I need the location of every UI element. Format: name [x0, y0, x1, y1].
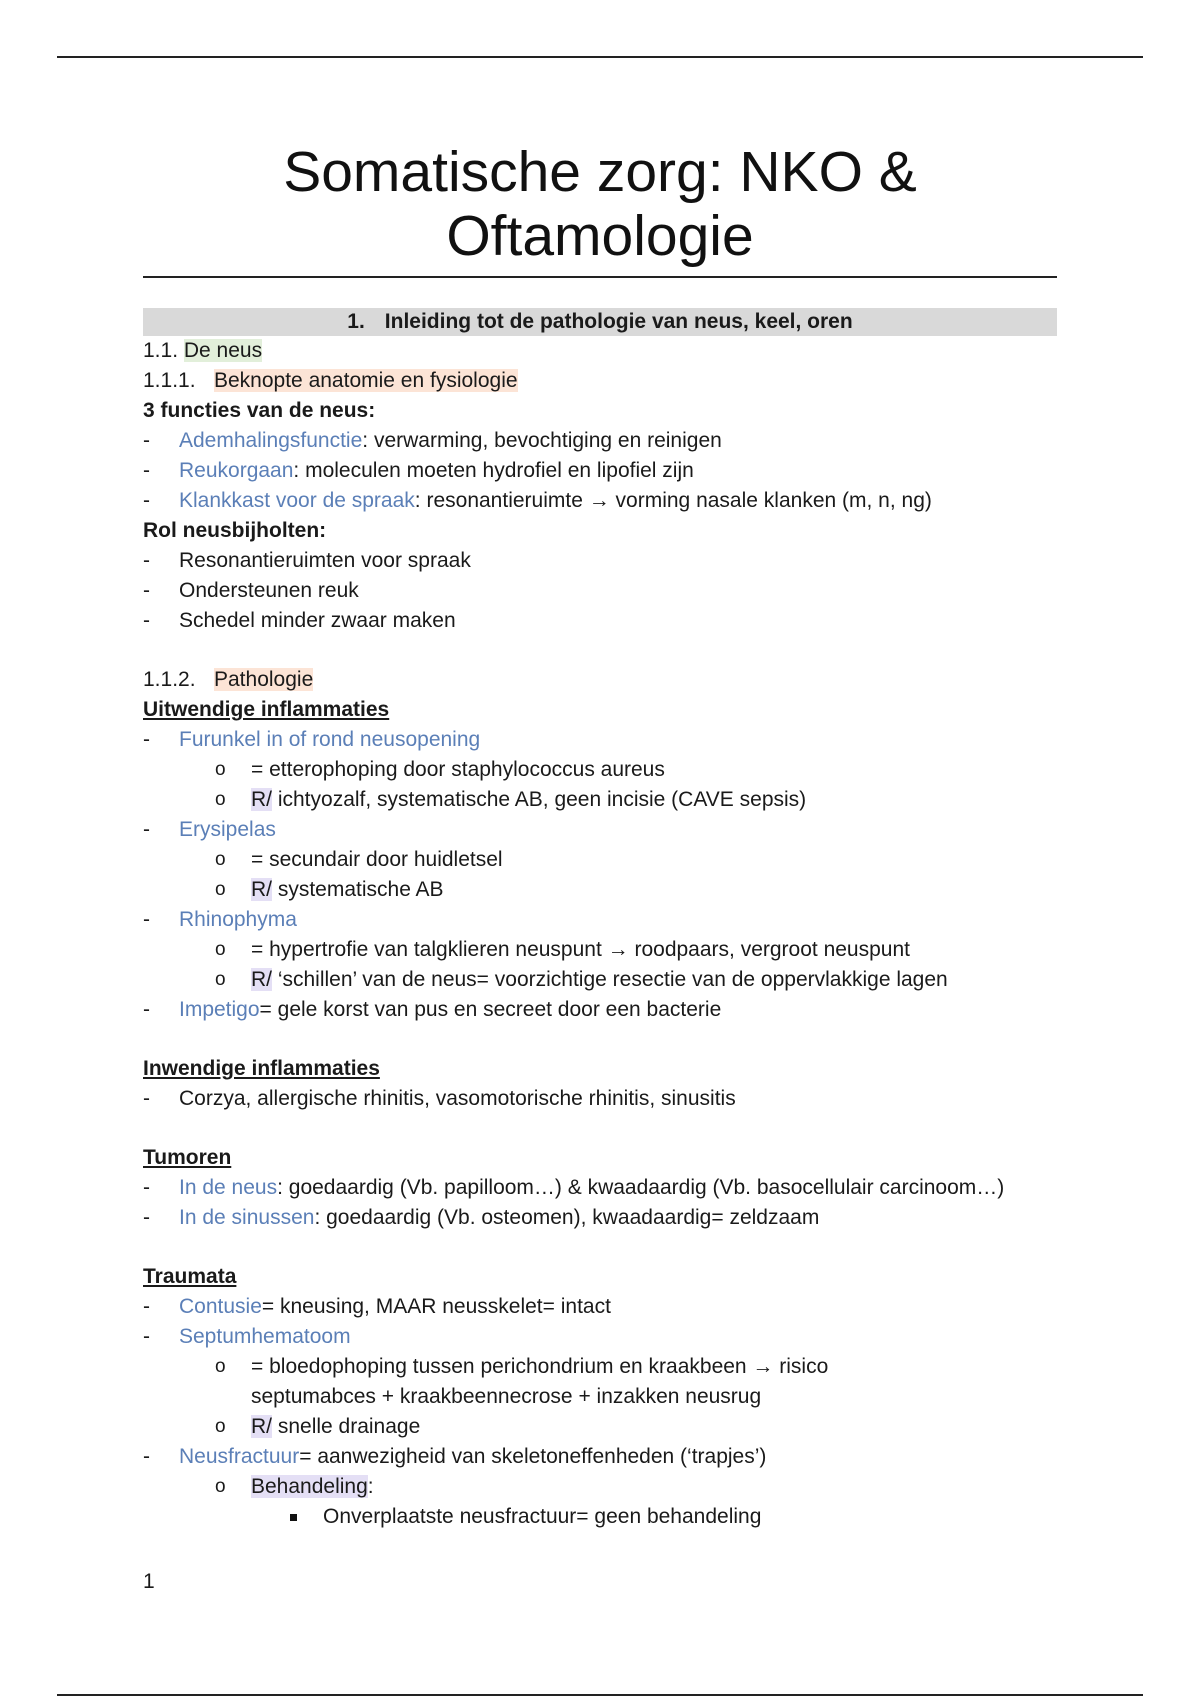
document-title: Somatische zorg: NKO & Oftamologie	[283, 140, 917, 268]
list-item: - Contusie= kneusing, MAAR neusskelet= intact	[143, 1295, 611, 1318]
list-item: - In de sinussen: goedaardig (Vb. osteomen), kwaadaardig= zeldzaam	[143, 1206, 820, 1229]
list-item: - Ondersteunen reuk	[143, 579, 359, 602]
sub-list-item: o R/ systematische AB	[215, 878, 444, 901]
list-item: - In de neus: goedaardig (Vb. papilloom…) & kwaadaardig (Vb. basocellulair carcinoom…)	[143, 1176, 1005, 1199]
sub-list-item: o R/ ‘schillen’ van de neus= voorzichtige resectie van de oppervlakkige lagen	[215, 968, 948, 991]
header-rule	[57, 56, 1143, 58]
list-item: - Erysipelas	[143, 818, 276, 841]
sub-list-item: o = secundair door huidletsel	[215, 848, 503, 871]
functies-heading: 3 functies van de neus:	[143, 399, 376, 422]
sub-list-item: o Behandeling:	[215, 1475, 374, 1498]
document-body	[143, 308, 1057, 1532]
list-item: - Rhinophyma	[143, 908, 297, 931]
rol-heading: Rol neusbijholten:	[143, 519, 327, 542]
list-item: - Reukorgaan: moleculen moeten hydrofiel en lipofiel zijn	[143, 459, 694, 482]
heading-1-1: 1.1. De neus	[143, 339, 263, 362]
section-heading-1: 1. Inleiding tot de pathologie van neus, keel, oren	[143, 308, 1057, 336]
traumata-heading: Traumata	[143, 1265, 237, 1288]
sub-list-item: o = etterophoping door staphylococcus aureus	[215, 758, 665, 781]
list-item: - Ademhalingsfunctie: verwarming, bevochtiging en reinigen	[143, 429, 722, 452]
page-number: 1	[143, 1570, 155, 1593]
sub-list-item: o R/ ichtyozalf, systematische AB, geen incisie (CAVE sepsis)	[215, 788, 807, 811]
list-item: - Neusfractuur= aanwezigheid van skeletoneffenheden (‘trapjes’)	[143, 1445, 767, 1468]
inwendig-heading: Inwendige inflammaties	[143, 1057, 380, 1080]
tumoren-heading: Tumoren	[143, 1146, 232, 1169]
sub-list-item: o = bloedophoping tussen perichondrium en kraakbeen → risico septumabces + kraakbeennecrose + inzakken neusrug	[215, 1355, 829, 1408]
heading-1-1-1: 1.1.1. Beknopte anatomie en fysiologie	[143, 369, 518, 392]
list-item: - Furunkel in of rond neusopening	[143, 728, 481, 751]
list-item: - Corzya, allergische rhinitis, vasomotorische rhinitis, sinusitis	[143, 1087, 736, 1110]
sub-sub-list-item: Onverplaatste neusfractuur= geen behandeling	[143, 1502, 1057, 1532]
sub-list-item: o = hypertrofie van talgklieren neuspunt → roodpaars, vergroot neuspunt	[215, 938, 910, 961]
heading-1-1-2: 1.1.2. Pathologie	[143, 668, 314, 691]
list-item: - Klankkast voor de spraak: resonantieruimte → vorming nasale klanken (m, n, ng)	[143, 489, 932, 512]
list-item: - Impetigo= gele korst van pus en secreet door een bacterie	[143, 998, 722, 1021]
title-underline	[143, 276, 1057, 278]
footer-rule	[57, 1694, 1143, 1696]
list-item: - Schedel minder zwaar maken	[143, 609, 456, 632]
sub-list-item: o R/ snelle drainage	[215, 1415, 421, 1438]
list-item: - Resonantieruimten voor spraak	[143, 549, 471, 572]
list-item: - Septumhematoom	[143, 1325, 351, 1348]
square-bullet-icon	[290, 1514, 297, 1521]
uitwendig-heading: Uitwendige inflammaties	[143, 698, 390, 721]
